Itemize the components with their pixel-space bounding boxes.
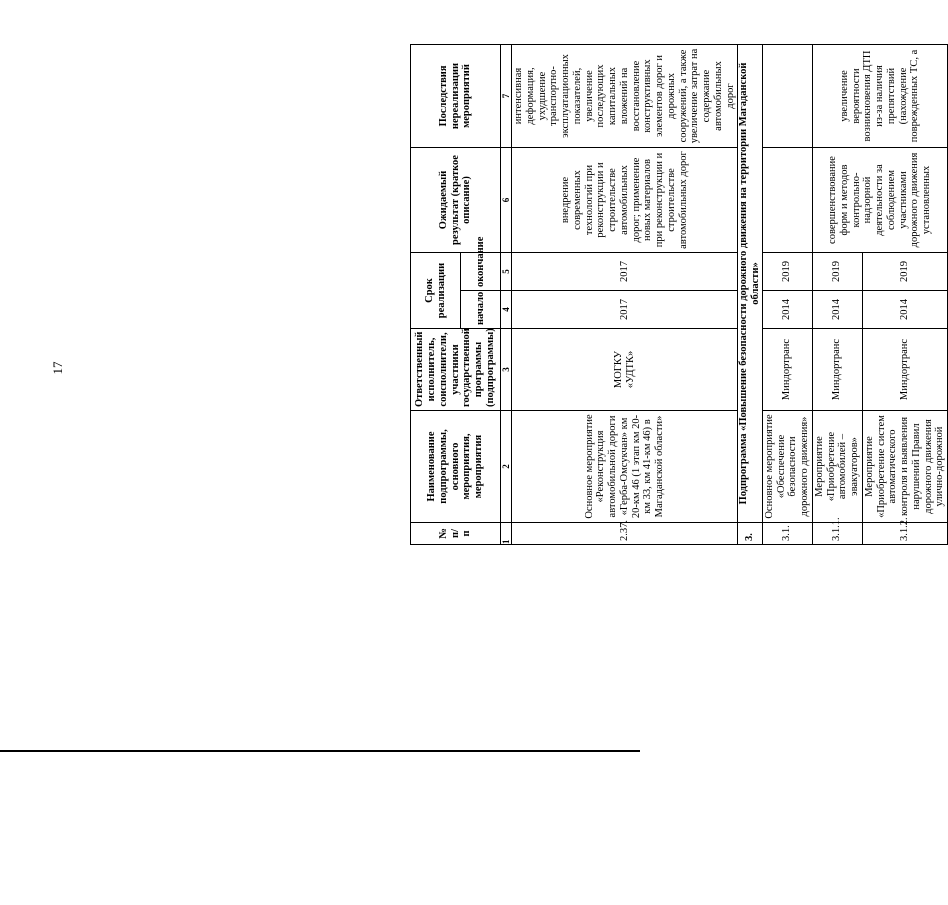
header-end: окончание xyxy=(461,253,501,291)
index-cell: 1 xyxy=(501,523,512,545)
subprogram-row xyxy=(738,45,763,545)
program-measures-table xyxy=(410,45,946,545)
row-executor: Миндортранс xyxy=(812,329,862,411)
row-consequences: интенсивная деформация, ухудшение транспортно-эксплуатационных показателей, увеличение последующих капитальных вложений на восстановление конструктивных элементов дорог и дорожных сооружений, а также увеличение затрат на содержание автомобильных дорог xyxy=(512,45,738,148)
table-row xyxy=(812,45,862,545)
page-number: 17 xyxy=(50,361,65,375)
row-start: 2014 xyxy=(762,291,812,329)
row-end: 2019 xyxy=(862,253,947,291)
header-start: начало xyxy=(461,291,501,329)
index-cell: 2 xyxy=(501,411,512,523)
row-end: 2019 xyxy=(812,253,862,291)
row-executor: Миндортранс xyxy=(762,329,812,411)
table-row xyxy=(762,45,812,545)
page-divider xyxy=(0,750,640,752)
header-row xyxy=(411,45,461,545)
row-consequences-empty xyxy=(762,45,812,148)
row-start: 2017 xyxy=(512,291,738,329)
row-start: 2014 xyxy=(812,291,862,329)
index-cell: 5 xyxy=(501,253,512,291)
header-executor: Ответственный исполнитель, соисполнители, участники государственной программы (подпрограммы) xyxy=(411,329,501,411)
row-result: внедрение современных технологий при реконструкции и строительстве автомобильных дорог; применение новых материалов при реконструкции и строительстве автомобильных дорог xyxy=(512,148,738,253)
subprogram-number: 3. xyxy=(738,523,763,545)
row-executor: Миндортранс xyxy=(862,329,947,411)
group-consequences: увеличение вероятности возникновения ДТП из-за наличия препятствий (нахождение поврежденных ТС, а xyxy=(812,45,947,148)
row-number: 3.1. xyxy=(762,523,812,545)
row-end: 2017 xyxy=(512,253,738,291)
index-cell: 4 xyxy=(501,291,512,329)
header-result: Ожидаемый результат (краткое описание) xyxy=(411,148,501,253)
subprogram-title: Подпрограмма «Повышение безопасности дорожного движения на территории Магаданской области» xyxy=(738,45,763,523)
header-number: № п/п xyxy=(411,523,501,545)
row-number: 3.1.2. xyxy=(862,523,947,545)
row-name: Основное мероприятие «Реконструкция автомобильной дороги «Герба-Омсукчан» км 20-км 46 (1 этап км 20-км 33, км 41-км 46) в Магаданской области» xyxy=(512,411,738,523)
row-number: 2.37. xyxy=(512,523,738,545)
index-row xyxy=(501,45,512,545)
table-row xyxy=(512,45,738,545)
row-result-empty xyxy=(762,148,812,253)
header-consequences: Последствия нереализации мероприятий xyxy=(411,45,501,148)
index-cell: 7 xyxy=(501,45,512,148)
row-name: Основное мероприятие «Обеспечение безопасности дорожного движения» xyxy=(762,411,812,523)
index-cell: 6 xyxy=(501,148,512,253)
row-number: 3.1.1. xyxy=(812,523,862,545)
row-name: Мероприятие «Приобретение систем автоматического контроля и выявления нарушений Правил дорожного движения улично-дорожной xyxy=(862,411,947,523)
row-end: 2019 xyxy=(762,253,812,291)
row-start: 2014 xyxy=(862,291,947,329)
group-result: совершенствование форм и методов контрольно-надзорной деятельности за соблюдением участниками дорожного движения установленных xyxy=(812,148,947,253)
row-name: Мероприятие «Приобретение автомобилей – эвакуаторов» xyxy=(812,411,862,523)
header-name: Наименование подпрограммы, основного мероприятия, мероприятия xyxy=(411,411,501,523)
row-executor: МОГКУ «УДТК» xyxy=(512,329,738,411)
index-cell: 3 xyxy=(501,329,512,411)
header-period: Срок реализации xyxy=(411,253,461,329)
